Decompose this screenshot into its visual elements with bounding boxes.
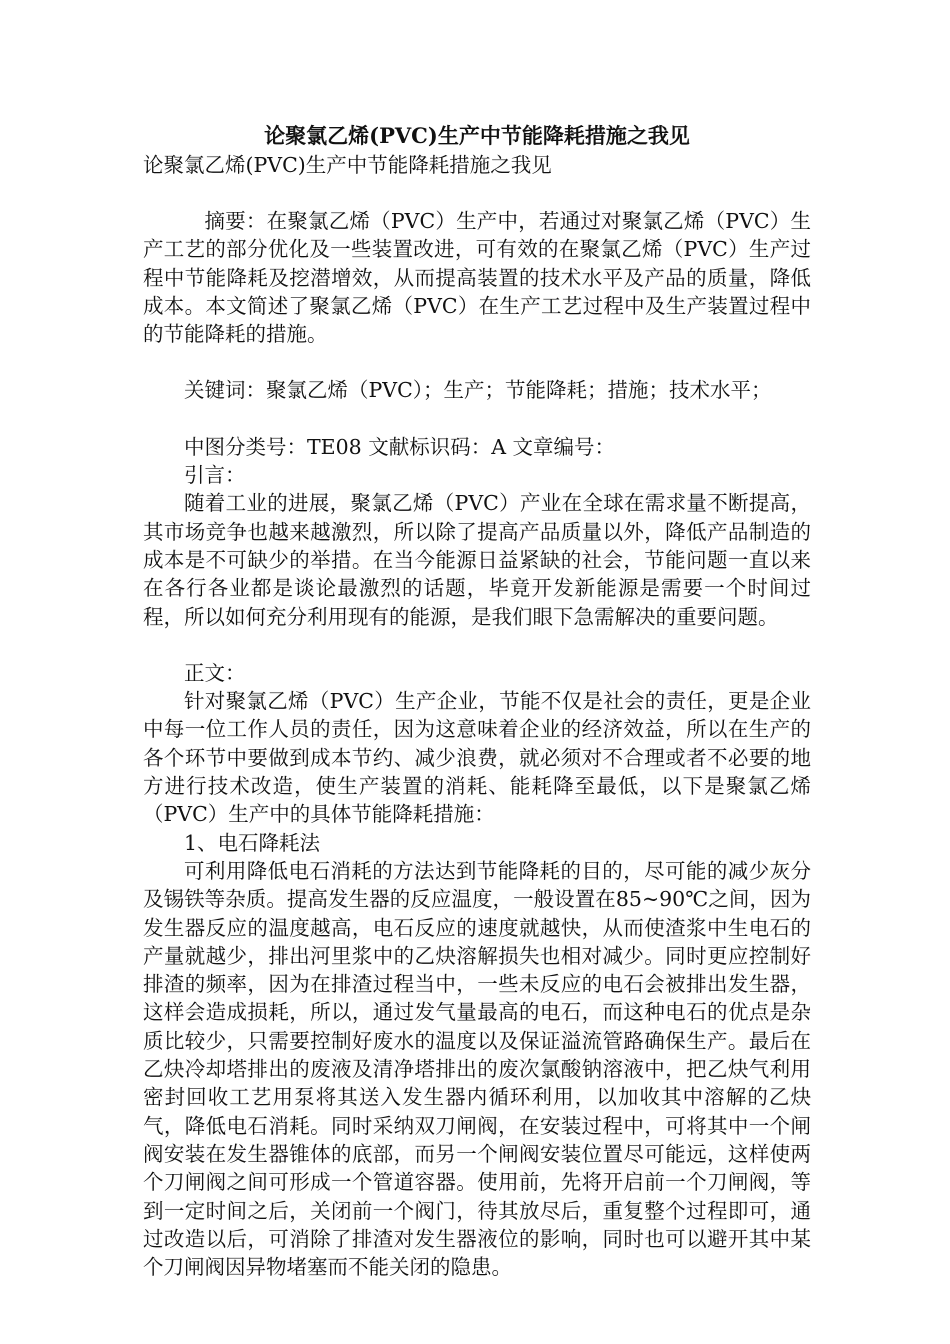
spacer: [143, 631, 811, 659]
section-1-paragraph: 可利用降低电石消耗的方法达到节能降耗的目的，尽可能的减少灰分及锡铁等杂质。提高发生器的反应温度，一般设置在85~90℃之间，因为发生器反应的温度越高，电石反应的速度就越快，从而使渣浆中生电石的产量就越少，排出河里浆中的乙炔溶解损失也相对减少。同时更应控制好排渣的频率，因为在排渣过程当中，一些未反应的电石会被排出发生器，这样会造成损耗，所以，通过发气量最高的电石，而这种电石的优点是杂质比较少，只需要控制好废水的温度以及保证溢流管路确保生产。最后在乙炔冷却塔排出的废液及清净塔排出的废次氯酸钠溶液中，把乙炔气利用密封回收工艺用泵将其送入发生器内循环利用，以加收其中溶解的乙炔气，降低电石消耗。同时采纳双刀闸阀，在安装过程中，可将其中一个闸阀安装在发生器锥体的底部，而另一个闸阀安装位置尽可能远，这样使两个刀闸阀之间可形成一个管道容器。使用前，先将开启前一个刀闸阀，等到一定时间之后，关闭前一个阀门，待其放尽后，重复整个过程即可，通过改造以后，可消除了排渣对发生器液位的影响，同时也可以避开其中某个刀闸阀因异物堵塞而不能关闭的隐患。: [143, 858, 811, 1280]
intro-heading: 引言：: [184, 463, 246, 488]
spacer: [143, 179, 811, 207]
document-subtitle: 论聚氯乙烯(PVC)生产中节能降耗措施之我见: [143, 153, 552, 177]
spacer: [143, 405, 811, 433]
abstract-paragraph: 摘要：在聚氯乙烯（PVC）生产中，若通过对聚氯乙烯（PVC）生产工艺的部分优化及一些装置改进，可有效的在聚氯乙烯（PVC）生产过程中节能降耗及挖潜增效，从而提高装置的技术水平及产品的质量，降低成本。本文简述了聚氯乙烯（PVC）在生产工艺过程中及生产装置过程中的节能降耗的措施。: [143, 209, 811, 347]
document-body: [143, 121, 811, 1281]
section-1-heading: 1、电石降耗法: [184, 830, 321, 855]
keywords-line: 关键词：聚氯乙烯（PVC）；生产；节能降耗；措施；技术水平；: [184, 378, 772, 403]
intro-paragraph: 随着工业的进展，聚氯乙烯（PVC）产业在全球在需求量不断提高，其市场竞争也越来越激烈，所以除了提高产品质量以外，降低产品制造的成本是不可缺少的举措。在当今能源日益紧缺的社会，节能问题一直以来在各行各业都是谈论最激烈的话题，毕竟开发新能源是需要一个时间过程，所以如何充分利用现有的能源，是我们眼下急需解决的重要问题。: [143, 491, 811, 629]
main-paragraph: 针对聚氯乙烯（PVC）生产企业，节能不仅是社会的责任，更是企业中每一位工作人员的责任，因为这意味着企业的经济效益，所以在生产的各个环节中要做到成本节约、减少浪费，就必须对不合理或者不必要的地方进行技术改造，使生产装置的消耗、能耗降至最低，以下是聚氯乙烯（PVC）生产中的具体节能降耗措施：: [143, 689, 811, 827]
classification-line: 中图分类号：TE08 文献标识码：A 文章编号：: [184, 434, 616, 459]
main-heading: 正文：: [184, 660, 246, 685]
spacer: [143, 348, 811, 376]
document-title: 论聚氯乙烯(PVC)生产中节能降耗措施之我见: [264, 123, 690, 148]
